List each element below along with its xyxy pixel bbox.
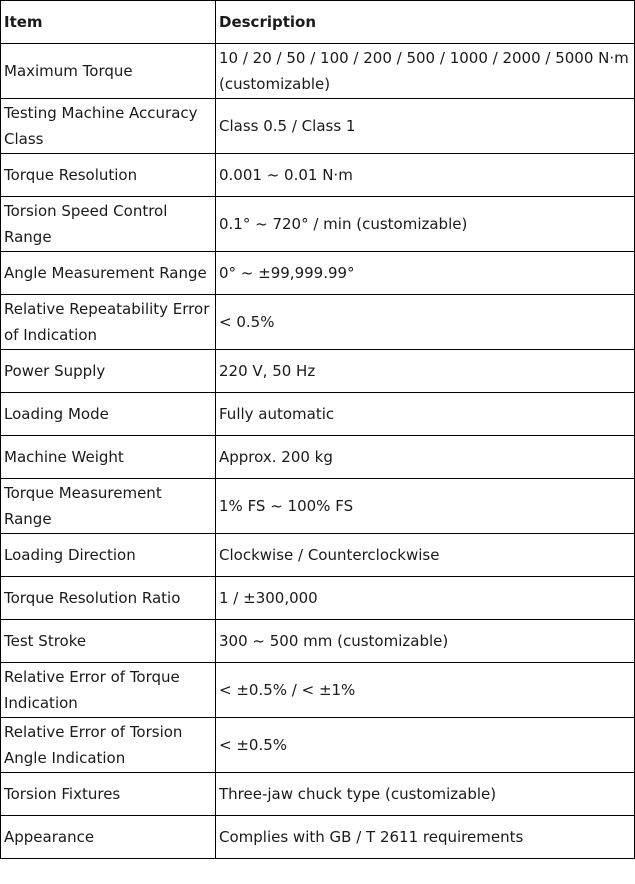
table-row <box>1 350 635 393</box>
table-row <box>1 620 635 663</box>
table-row <box>1 99 635 154</box>
cell-item: Relative Repeatability Error of Indication <box>1 295 216 350</box>
cell-description: 300 ~ 500 mm (customizable) <box>216 620 635 663</box>
cell-description: 10 / 20 / 50 / 100 / 200 / 500 / 1000 / 2000 / 5000 N·m (customizable) <box>216 44 635 99</box>
cell-item: Appearance <box>1 816 216 859</box>
table-row <box>1 773 635 816</box>
cell-item: Power Supply <box>1 350 216 393</box>
cell-description: < ±0.5% <box>216 718 635 773</box>
table-row <box>1 436 635 479</box>
cell-description: Class 0.5 / Class 1 <box>216 99 635 154</box>
table-row <box>1 197 635 252</box>
table-row <box>1 252 635 295</box>
table-row <box>1 479 635 534</box>
cell-description: Approx. 200 kg <box>216 436 635 479</box>
cell-item: Loading Mode <box>1 393 216 436</box>
cell-item: Loading Direction <box>1 534 216 577</box>
cell-item: Torque Measurement Range <box>1 479 216 534</box>
cell-description: 0.1° ~ 720° / min (customizable) <box>216 197 635 252</box>
table-row <box>1 44 635 99</box>
cell-description: Clockwise / Counterclockwise <box>216 534 635 577</box>
table-row <box>1 663 635 718</box>
table-row <box>1 393 635 436</box>
cell-item: Relative Error of Torque Indication <box>1 663 216 718</box>
cell-item: Torsion Fixtures <box>1 773 216 816</box>
table-row <box>1 534 635 577</box>
cell-description: 0° ~ ±99,999.99° <box>216 252 635 295</box>
cell-description: < 0.5% <box>216 295 635 350</box>
cell-item: Angle Measurement Range <box>1 252 216 295</box>
cell-description: 1 / ±300,000 <box>216 577 635 620</box>
column-header-item: Item <box>1 1 216 44</box>
cell-item: Relative Error of Torsion Angle Indication <box>1 718 216 773</box>
cell-description: 1% FS ~ 100% FS <box>216 479 635 534</box>
cell-item: Testing Machine Accuracy Class <box>1 99 216 154</box>
column-header-description: Description <box>216 1 635 44</box>
cell-item: Torque Resolution Ratio <box>1 577 216 620</box>
cell-item: Torque Resolution <box>1 154 216 197</box>
table-row <box>1 718 635 773</box>
cell-item: Machine Weight <box>1 436 216 479</box>
table-row <box>1 577 635 620</box>
cell-item: Maximum Torque <box>1 44 216 99</box>
table-row <box>1 295 635 350</box>
cell-description: Three-jaw chuck type (customizable) <box>216 773 635 816</box>
table-row <box>1 154 635 197</box>
table-header-row <box>1 1 635 44</box>
table-body <box>1 44 635 859</box>
cell-description: < ±0.5% / < ±1% <box>216 663 635 718</box>
cell-item: Test Stroke <box>1 620 216 663</box>
cell-description: 0.001 ~ 0.01 N·m <box>216 154 635 197</box>
cell-description: Complies with GB / T 2611 requirements <box>216 816 635 859</box>
cell-item: Torsion Speed Control Range <box>1 197 216 252</box>
table-row <box>1 816 635 859</box>
cell-description: Fully automatic <box>216 393 635 436</box>
cell-description: 220 V, 50 Hz <box>216 350 635 393</box>
